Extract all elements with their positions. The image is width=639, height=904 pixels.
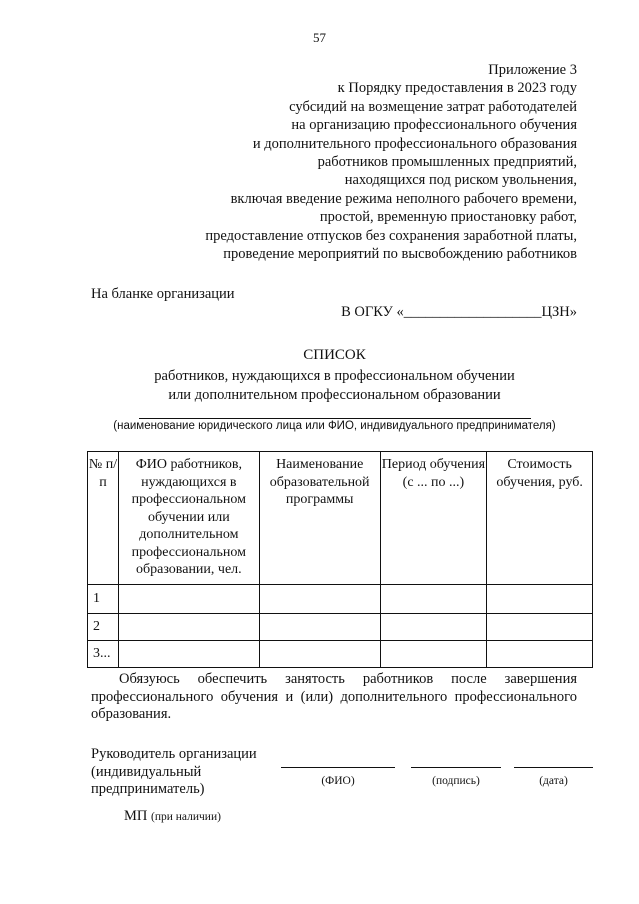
commitment-line: профессионального обучения и (или) дополнительного профессионального образования. xyxy=(91,688,577,722)
appendix-line: проведение мероприятий по высвобождению работников xyxy=(223,246,577,263)
signature-label: (подпись) xyxy=(432,775,480,787)
page-number: 57 xyxy=(313,30,326,45)
appendix-line: работников промышленных предприятий, xyxy=(317,154,577,171)
table-cell xyxy=(380,614,487,641)
appendix-line: на организацию профессионального обучения xyxy=(291,117,577,134)
appendix-line: находящихся под риском увольнения, xyxy=(344,172,577,189)
table-row xyxy=(88,585,593,614)
col-header-cost: Стоимость обучения, руб. xyxy=(487,452,593,585)
row-number: 2 xyxy=(88,614,119,641)
appendix-line: предоставление отпусков без сохранения заработной платы, xyxy=(205,227,577,244)
appendix-header xyxy=(107,61,577,263)
letterhead-note: На бланке организации xyxy=(91,286,235,302)
subtitle-line: или дополнительном профессиональном образовании xyxy=(168,386,501,403)
table-cell xyxy=(487,614,593,641)
table-cell xyxy=(487,585,593,614)
stamp-label: МП xyxy=(124,808,148,824)
document-subtitle xyxy=(0,367,639,404)
head-label xyxy=(91,746,257,799)
document-title: СПИСОК xyxy=(303,347,366,363)
row-number: 1 xyxy=(88,585,119,614)
name-label: (ФИО) xyxy=(321,775,355,787)
signature-line xyxy=(411,767,501,768)
appendix-line: включая введение режима неполного рабочего времени, xyxy=(230,190,577,207)
table-cell xyxy=(118,641,259,668)
col-header-period: Период обучения (с ... по ...) xyxy=(380,452,487,585)
table-cell xyxy=(380,641,487,668)
commitment-line: Обязуюсь обеспечить занятость работников после завершения xyxy=(119,671,577,687)
head-label-line: (индивидуальный xyxy=(91,763,202,780)
date-label: (дата) xyxy=(539,775,568,787)
appendix-line: Приложение 3 xyxy=(488,62,577,78)
org-name-caption: (наименование юридического лица или ФИО, индивидуального предпринимателя) xyxy=(113,420,556,432)
commitment-text xyxy=(91,671,577,724)
col-header-worker-name: ФИО работников, нуждающихся в профессиональном обучении или дополнительном профессиональном образовании, чел. xyxy=(118,452,259,585)
org-name-line xyxy=(139,418,531,419)
appendix-line: субсидий на возмещение затрат работодателей xyxy=(289,98,577,115)
name-line xyxy=(281,767,395,768)
appendix-line: к Порядку предоставления в 2023 году xyxy=(337,80,577,97)
head-label-line: предприниматель) xyxy=(91,781,205,797)
table-cell xyxy=(259,585,380,614)
table-cell xyxy=(118,614,259,641)
table-row xyxy=(88,641,593,668)
stamp-place xyxy=(124,808,221,825)
subtitle-line: работников, нуждающихся в профессиональном обучении xyxy=(154,368,515,384)
workers-table xyxy=(87,451,593,668)
appendix-line: и дополнительного профессионального образования xyxy=(252,135,577,152)
appendix-line: простой, временную приостановку работ, xyxy=(319,209,577,226)
table-row xyxy=(88,614,593,641)
addressee: В ОГКУ «___________________ЦЗН» xyxy=(341,304,577,320)
head-label-line: Руководитель организации xyxy=(91,746,257,762)
stamp-note: (при наличии) xyxy=(151,811,221,823)
table-cell xyxy=(259,614,380,641)
table-cell xyxy=(259,641,380,668)
col-header-program: Наименование образовательной программы xyxy=(259,452,380,585)
row-number: 3... xyxy=(88,641,119,668)
table-cell xyxy=(380,585,487,614)
col-header-number: № п/п xyxy=(88,452,119,585)
table-cell xyxy=(118,585,259,614)
date-line xyxy=(514,767,593,768)
table-cell xyxy=(487,641,593,668)
